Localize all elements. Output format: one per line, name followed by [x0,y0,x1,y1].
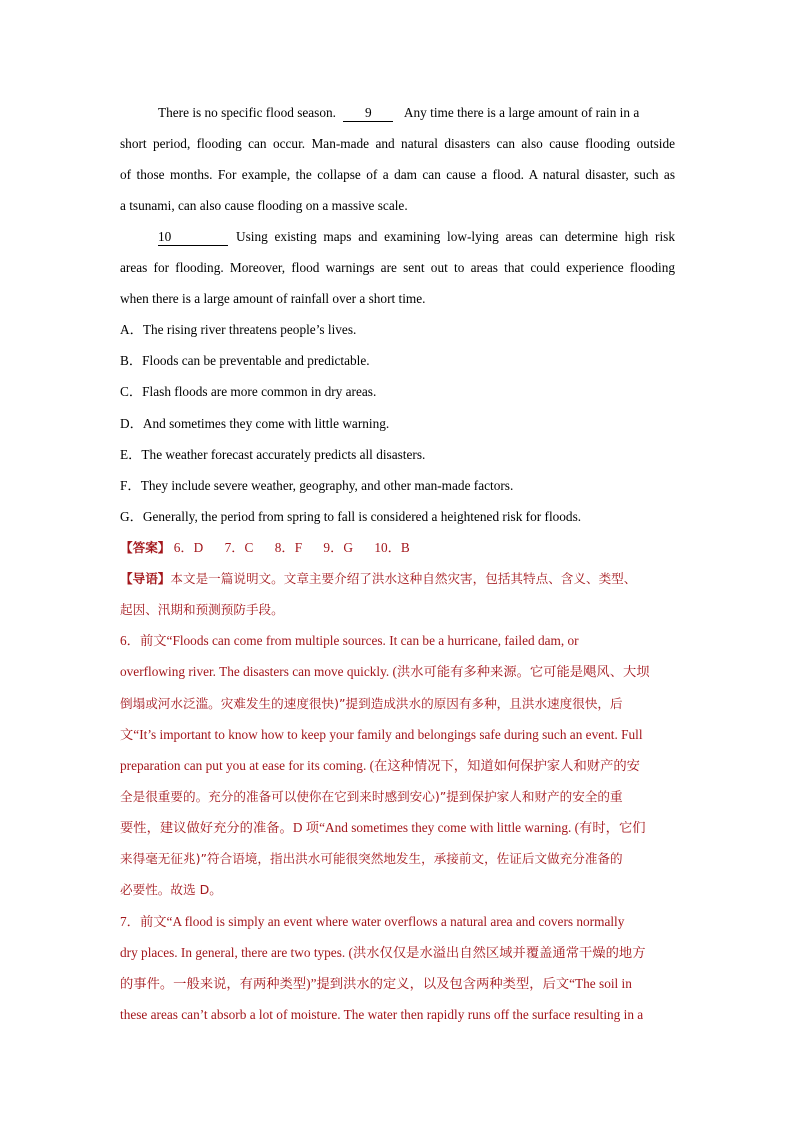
q6-line9: 必要性。故选 D。 [120,882,222,897]
q6-line6: 全是很重要的。充分的准备可以使你在它到来时感到安心)”提到保护家人和财产的安全的重 [120,789,623,804]
answer-item-8: 8．F [274,540,303,555]
p2-rest: Using existing maps and examining low-lying areas can determine high risk [236,229,675,244]
q7-line4: these areas can’t absorb a lot of moisture. The water then rapidly runs off the surface resulting in a [120,1007,644,1022]
q6-line1: 6．前文“Floods can come from multiple sources. It can be a hurricane, failed dam, or [120,633,579,648]
answer-item-9: 9．G [323,540,353,555]
guide-label: 【导语】 [120,571,171,586]
answer-item-7: 7．C [224,540,254,555]
guide-text-1: 本文是一篇说明文。文章主要介绍了洪水这种自然灾害，包括其特点、含义、类型、 [170,571,637,586]
passage-p1-line4: a tsunami, can also cause flooding on a massive scale. [120,198,408,213]
p1-start: There is no specific flood season. [158,105,336,120]
passage-p2-line3: when there is a large amount of rainfall over a short time. [120,291,426,306]
q6-line7: 要性，建议做好充分的准备。D 项“And sometimes they come with little warning. (有时，它们 [120,820,646,835]
answer-label: 【答案】 [120,540,171,555]
blank-10: 10 [158,229,228,246]
passage-p2-line1 [158,228,675,246]
answer-line [120,539,675,557]
option-f: F．They include severe weather, geography, and other man-made factors. [120,478,514,493]
blank-9: 9 [343,105,393,122]
option-d: D．And sometimes they come with little warning. [120,416,390,431]
passage-p1-line1 [158,104,675,122]
passage-p1-line2: short period, flooding can occur. Man-made and natural disasters can also cause flooding outside [120,136,675,151]
option-a: A．The rising river threatens people’s lives. [120,322,357,337]
q7-line3: 的事件。一般来说，有两种类型)”提到洪水的定义，以及包含两种类型，后文“The soil in [120,976,632,991]
q7-line1: 7．前文“A flood is simply an event where water overflows a natural area and covers normally [120,914,625,929]
q6-line3: 倒塌或河水泛滥。灾难发生的速度很快)”提到造成洪水的原因有多种，且洪水速度很快，后 [120,696,623,711]
answer-item-10: 10．B [374,540,410,555]
q7-line2: dry places. In general, there are two types. (洪水仅仅是水溢出自然区域并覆盖通常干燥的地方 [120,945,646,960]
option-e: E．The weather forecast accurately predicts all disasters. [120,447,426,462]
answer-item-6: 6．D [173,540,204,555]
p1-rest: Any time there is a large amount of rain in a [403,105,640,120]
passage-p1-line3: of those months. For example, the collapse of a dam can cause a flood. A natural disaster, such as [120,167,675,182]
q6-line5: preparation can put you at ease for its coming. (在这种情况下，知道如何保护家人和财产的安 [120,758,640,773]
option-b: B．Floods can be preventable and predictable. [120,353,370,368]
passage-p2-line2: areas for flooding. Moreover, flood warnings are sent out to areas that could experience flooding [120,260,675,275]
guide-line2: 起因、汛期和预测预防手段。 [120,602,284,617]
q6-line2: overflowing river. The disasters can move quickly. (洪水可能有多种来源。它可能是飓风、大坝 [120,664,650,679]
option-c: C．Flash floods are more common in dry areas. [120,384,377,399]
guide-line1 [120,570,675,588]
q6-line4: 文“It’s important to know how to keep your family and belongings safe during such an event. Full [120,727,643,742]
q6-line8: 来得毫无征兆)”符合语境，指出洪水可能很突然地发生，承接前文，佐证后文做充分准备的 [120,851,623,866]
option-g: G．Generally, the period from spring to fall is considered a heightened risk for floods. [120,509,582,524]
